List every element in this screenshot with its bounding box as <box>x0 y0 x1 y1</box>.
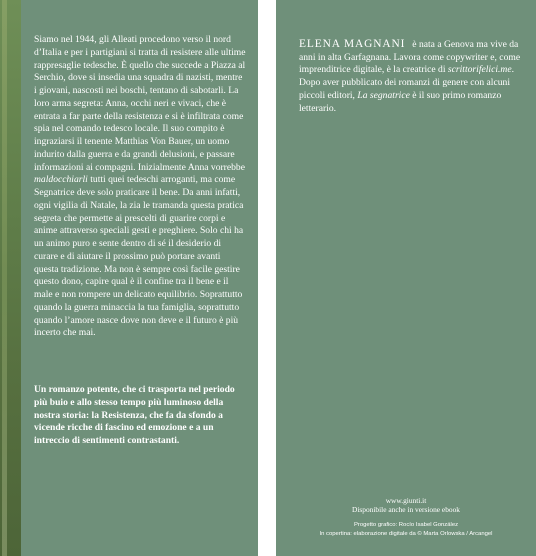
synopsis-part-2: tutti quei tedeschi arroganti, ma come Segnatrice deve solo praticare il bene. Da anni infatti, ogni vigilia di Natale, la zia le tramanda questa pratica segreta che permette ai prescelti di guarire corpi e anime attraverso speciali gesti e preghiere. Solo chi ha un animo puro e sente dentro di sé il desiderio di curare e di aiutare il prossimo può portare avanti questa tradizione. Ma non è sempre così facile gestire questo dono, capire qual è il confine tra il bene e il male e non rompere un delicato equilibrio. Soprattutto quando la guerra minaccia la tua famiglia, soprattutto quando l’amore nasce dove non deve e il futuro è più incerto che mai. <box>34 174 244 339</box>
bio-part-3: è il suo primo romanzo letterario. <box>299 89 502 114</box>
synopsis-part-1: Siamo nel 1944, gli Alleati procedono verso il nord d’Italia e per i partigiani si tratta di resistere alle ultime rappresaglie tedesche. È quello che succede a Piazza al Serchio, dove si insedia una squadra di nazisti, mentre i giovani, nascosti nei boschi, tentano di sabotarli. La loro arma segreta: Anna, occhi neri e vivaci, che è entrata a far parte della resistenza e si è infiltrata come spia nel comando tedesco locale. Il suo compito è ingraziarsi il tenente Matthias Von Bauer, un uomo indurito dalla guerra e da grandi delusioni, e passare informazioni ai compagni. Inizialmente Anna vorrebbe <box>34 34 246 173</box>
author-name: ELENA MAGNANI <box>299 38 406 50</box>
panel-gutter <box>258 0 276 556</box>
author-bio <box>299 38 521 115</box>
synopsis-text <box>34 34 246 340</box>
publisher-website: www.giunti.it <box>385 496 427 505</box>
bio-book-title: La segnatrice <box>357 89 410 101</box>
graphic-design-credit: Progetto grafico: Rocío Isabel González <box>353 522 459 528</box>
bio-website: scrittorifelici.me <box>447 64 512 76</box>
bio-part-1: è nata a Genova ma vive da anni in alta Garfagnana. Lavora come copywriter e, come imprenditrice digitale, è la creatrice di <box>299 39 521 76</box>
cover-image-credit: In copertina: elaborazione digitale da © Marta Orlowska / Arcangel <box>319 531 493 537</box>
tagline-text: Un romanzo potente, che ci trasporta nel periodo più buio e allo stesso tempo più luminoso della nostra storia: la Resistenza, che fa da sfondo a vicende ricche di fascino ed emozione e a un intreccio di sentimenti contrastanti. <box>34 384 235 446</box>
bio-part-2: . Dopo aver pubblicato dei romanzi di genere con alcuni piccoli editori, <box>299 64 514 101</box>
front-cover-edge-strip <box>0 0 21 556</box>
ebook-availability-note: Disponibile anche in versione ebook <box>352 505 460 514</box>
synopsis-italic-word: maldocchiarli <box>34 174 88 186</box>
